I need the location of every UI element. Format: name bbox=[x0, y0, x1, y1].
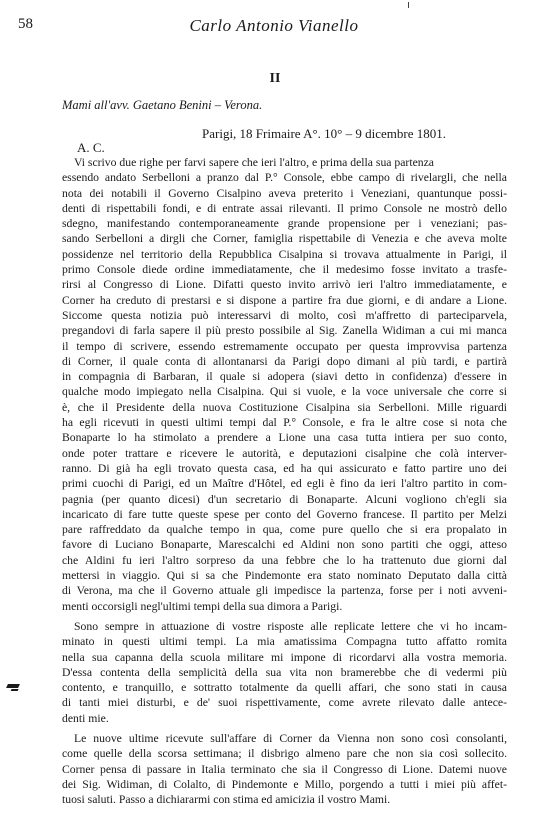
letter-body bbox=[62, 155, 507, 807]
text-line: come quelle della scorsa settimana; il disbrigo almeno pare che non sia così sollecito. bbox=[62, 747, 507, 761]
text-line: qualche modo impiegato nella Cisalpina. Qui si vuole, e la voce universale che corre si bbox=[62, 385, 507, 399]
text-line: pagnia (per quanto dicesi) d'un secretario di Bonaparte. Alcuni vogliono ch'egli sia bbox=[62, 492, 507, 506]
text-line: onde poter trattare e ricevere le autorità, e deputazioni cisalpine che colà interver- bbox=[62, 446, 507, 460]
text-line: minato in questi ultimi tempi. La mia amatissima Compagna tutto affatto romita bbox=[62, 635, 507, 649]
text-line: Le nuove ultime ricevute sull'affare di Corner da Vienna non sono così consolanti, bbox=[74, 731, 507, 745]
text-line: contento, e tranquillo, e sottratto totalmente da quelli affari, che sono stati in causa bbox=[62, 681, 507, 695]
page-header bbox=[18, 14, 530, 40]
text-line: tuosi saluti. Passo a dichiararmi con stima ed amicizia il vostro Mami. bbox=[62, 793, 391, 807]
text-line: Bonaparte lo ha stimolato a prendere a Lione una casa tutta intiera per suo conto, bbox=[62, 431, 507, 445]
text-line: che Aldini fu ieri l'altro sorpreso da una febbre che lo ha trattenuto due giorni dal bbox=[62, 553, 507, 567]
text-line: possidenze nel territorio della Repubblica Cisalpina si trovava attualmente in Parigi, il bbox=[62, 247, 507, 261]
text-line: dei Sig. Widiman, di Colalto, di Pindemonte e Millo, porgendo a tutti i miei più affet- bbox=[62, 777, 507, 791]
running-head: Carlo Antonio Vianello bbox=[189, 16, 359, 35]
letter-addressee: Mami all'avv. Gaetano Benini – Verona. bbox=[62, 98, 263, 112]
page-number: 58 bbox=[18, 16, 33, 32]
text-line: primo Console diede ordine immediatamente, che il medesimo fosse invitato a trasfe- bbox=[62, 263, 507, 277]
text-line: primi cuochi di Parigi, ed un Maître d'Hôtel, ed egli è fino da ieri l'altro partito in com- bbox=[62, 477, 507, 491]
text-line: ranno. Di già ha egli trovato questa casa, ed ha qui assicurato e fatto partire uno dei bbox=[62, 461, 507, 475]
text-line: denti mie. bbox=[62, 711, 109, 725]
text-line: ha egli ricevuti in questi ultimi tempi dal P.° Console, e fra le altre cose si nota che bbox=[62, 416, 507, 430]
text-line: rirsi al Congresso di Lione. Difatti questo invito arrivò ieri l'altro immediatamente, e bbox=[62, 278, 507, 292]
text-line: sdegno, manifestando contemporaneamente grande propensione per i veneziani; pas- bbox=[62, 217, 507, 231]
letter-place-date: Parigi, 18 Frimaire A°. 10° – 9 dicembre 1801. bbox=[202, 126, 446, 141]
text-line: di tanti miei disturbi, e de' suoi rispettivamente, come avrete rilevato dalle antece- bbox=[62, 696, 507, 710]
text-line: Corner ha creduto di prestarsi e si dispone a partire fra due giorni, e di andare a Lione. bbox=[62, 293, 507, 307]
text-line: di Verona, ma che il Governo attuale gli impedisce la partenza, forse per i noti avveni- bbox=[62, 584, 507, 598]
text-line: il tempo di scrivere, essendo estremamente occupato per questa improvvisa partenza bbox=[62, 339, 507, 353]
letter-salutation: A. C. bbox=[77, 140, 105, 155]
text-line: nella sua capanna della scuola militare mi impone di ricordarvi alla vostra memoria. bbox=[62, 650, 507, 664]
text-line: Vi scrivo due righe per farvi sapere che ieri l'altro, e prima della sua partenza bbox=[74, 156, 434, 169]
text-line: pregandovi di farla sapere il più presto possibile al Sig. Zanella Widiman a cui mi manca bbox=[62, 324, 507, 338]
text-line: denti di rispettabili fondi, e di entrate assai rilevanti. Il primo Console ne mostrò dello bbox=[62, 201, 507, 215]
text-line: favore di Luciano Bonaparte, Marescalchi ed Aldini non sono partiti che oggi, atteso bbox=[62, 538, 507, 552]
text-line: mettersi in viaggio. Qui si sa che Pindemonte era stato nominato Deputato dalla città bbox=[62, 569, 507, 583]
text-line: di Corner, il quale conta di allontanarsi da Parigi dopo dimani al più tardi, e partirà bbox=[62, 354, 507, 368]
text-line: incaricato di fare tutte queste spese per conto del Governo francese. Il partito per Melzi bbox=[62, 507, 507, 521]
text-line: nota dei notabili il Governo Cisalpino aveva preterito i Veneziani, quantunque possi- bbox=[62, 186, 507, 200]
text-line: Siccome questa notizia può interessarvi di molto, così m'affretto di parteciparvela, bbox=[62, 308, 507, 322]
text-line: sando Serbelloni a dirgli che Corner, famiglia rispettabile di Venezia e che aveva molte bbox=[62, 232, 507, 246]
text-line: D'essa contenta della semplicità della sua vita non bramerebbe che di vedermi più bbox=[62, 665, 507, 679]
text-line: è, che il Presidente della nuova Costituzione Cisalpina sia Serbelloni. Mille riguardi bbox=[62, 400, 507, 414]
text-line: essendo andato Serbelloni a pranzo dal P.° Console, ebbe campo di rivelargli, che nella bbox=[62, 171, 507, 185]
text-line: Sono sempre in attuazione di vostre risposte alle replicate lettere che vi ho incam- bbox=[74, 619, 507, 633]
text-line: pare raffreddato da qualche tempo in qua, come pure quello che si era propalato in bbox=[62, 523, 507, 537]
text-line: menti occorsigli negl'ultimi tempi della sua dimora a Parigi. bbox=[62, 599, 343, 613]
scan-mark bbox=[408, 2, 409, 8]
section-number: II bbox=[269, 71, 281, 86]
margin-ink-mark bbox=[6, 684, 20, 688]
text-line: in compagnia di Barbaran, il quale si adopera (siavi detto in confidenza) d'essere in bbox=[62, 370, 507, 384]
text-line: Corner pensa di passare in Italia terminato che sia il Congresso di Lione. Datemi nuove bbox=[62, 762, 507, 776]
